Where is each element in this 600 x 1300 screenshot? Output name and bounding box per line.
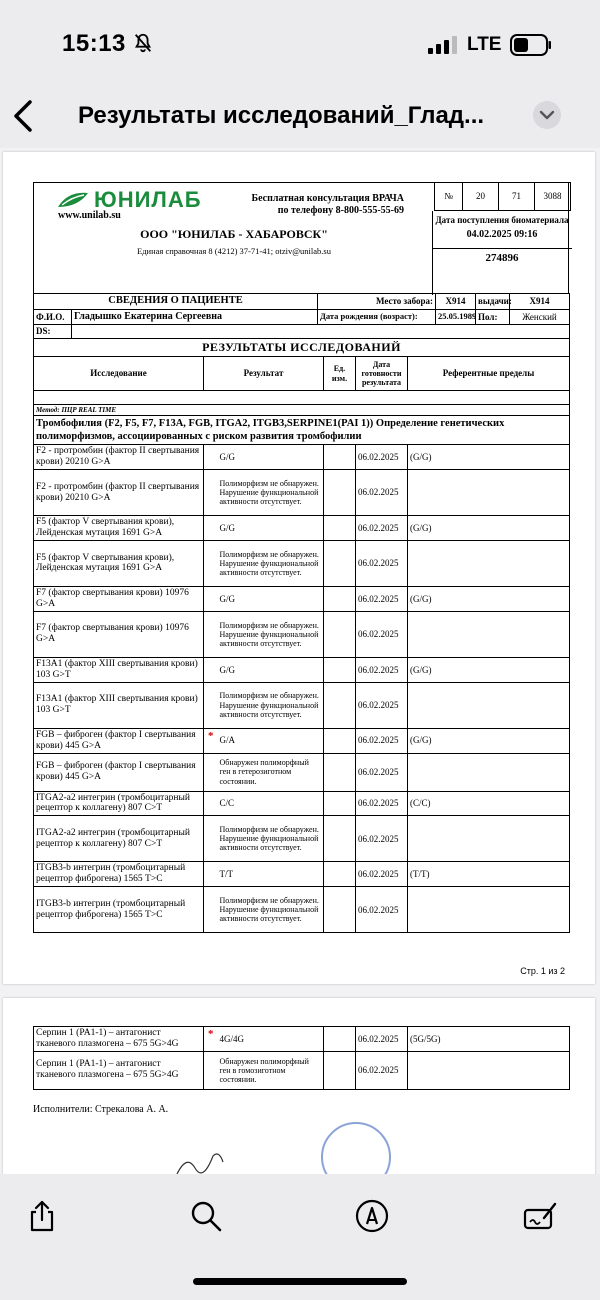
reference-range [408,682,570,728]
consult-line-2: по телефону 8-800-555-55-69 [277,205,404,216]
unit-value [324,791,356,816]
unit-value [324,862,356,887]
reference-range: (G/G) [408,516,570,541]
unit-value [324,516,356,541]
result-value: Обнаружен полиморфный ген в гомозиготном состоянии. [218,1051,324,1089]
table-row [34,657,570,682]
test-name: F7 (фактор свертывания крови) 10976 G>A [34,611,204,657]
test-name: ITGA2-a2 интегрин (тромбоцитарный рецептор к коллагену) 807 C>T [34,791,204,816]
ds-label: DS: [34,325,72,339]
results-table [33,338,570,933]
test-name: ITGB3-b интегрин (тромбоцитарный рецептор фиброгена) 1565 T>C [34,887,204,933]
signal-icon [428,36,458,54]
ready-date: 06.02.2025 [356,611,408,657]
result-value: G/G [218,445,324,470]
fio-value: Гладышко Екатерина Сергеевна [72,310,318,325]
results-rows-page-2 [34,1027,570,1090]
unit-value [324,586,356,611]
results-table-page-2 [33,1026,570,1090]
method-label: Метод: ПЦР REAL TIME [34,405,570,416]
ds-value [72,325,570,339]
table-row [34,816,570,862]
abnormal-flag [204,753,218,791]
unit-value [324,753,356,791]
unit-value [324,1051,356,1089]
reference-range [408,816,570,862]
reference-range [408,611,570,657]
logo-leaf-icon [56,191,90,209]
result-value: Обнаружен полиморфный ген в гетерозиготном состоянии. [218,753,324,791]
result-value: G/A [218,728,324,753]
dob-label: Дата рождения (возраст): [318,310,436,325]
page-number: Стр. 1 из 2 [520,966,565,976]
abnormal-flag [204,887,218,933]
result-value: 4G/4G [218,1027,324,1052]
table-row [34,791,570,816]
abnormal-flag [204,791,218,816]
table-row [34,682,570,728]
reference-range: (G/G) [408,657,570,682]
consult-line-1: Бесплатная консультация ВРАЧА [251,193,404,204]
col-test: Исследование [34,357,204,391]
table-row [34,516,570,541]
reference-range [408,1051,570,1089]
reference-range [408,470,570,516]
abnormal-flag [204,1051,218,1089]
test-name: F7 (фактор свертывания крови) 10976 G>A [34,586,204,611]
reference-range: (G/G) [408,586,570,611]
result-value: Полиморфизм не обнаружен. Нарушение функциональной активности отсутствует. [218,887,324,933]
ready-date: 06.02.2025 [356,887,408,933]
ready-date: 06.02.2025 [356,753,408,791]
logo-text: ЮНИЛАБ [94,187,202,212]
reference-range [408,887,570,933]
arrival-label: Дата поступления биоматериала [435,215,569,225]
unit-value [324,682,356,728]
result-value: T/T [218,862,324,887]
result-value: Полиморфизм не обнаружен. Нарушение функциональной активности отсутствует. [218,682,324,728]
home-indicator [193,1278,407,1285]
document-page-2 [3,998,595,1178]
unit-value [324,470,356,516]
unit-value [324,728,356,753]
table-row [34,470,570,516]
test-name: F5 (фактор V свертывания крови), Лейденская мутация 1691 G>A [34,540,204,586]
unit-value [324,657,356,682]
test-name: F2 - протромбин (фактор II свертывания крови) 20210 G>A [34,470,204,516]
reference-range [408,540,570,586]
ready-date: 06.02.2025 [356,470,408,516]
ready-date: 06.02.2025 [356,1027,408,1052]
ready-date: 06.02.2025 [356,586,408,611]
signature-icon[interactable] [522,1198,558,1234]
abnormal-flag [204,657,218,682]
results-title: РЕЗУЛЬТАТЫ ИССЛЕДОВАНИЙ [34,339,570,357]
unit-value [324,445,356,470]
patient-section-title: СВЕДЕНИЯ О ПАЦИЕНТЕ [34,294,318,310]
network-type: LTE [467,34,502,55]
table-row [34,1027,570,1052]
test-name: ITGB3-b интегрин (тромбоцитарный рецептор фиброгена) 1565 T>C [34,862,204,887]
ready-date: 06.02.2025 [356,728,408,753]
document-title: Результаты исследований_Глад... [78,102,485,129]
test-name: F2 - протромбин (фактор II свертывания крови) 20210 G>A [34,445,204,470]
share-icon[interactable] [24,1198,60,1234]
test-name: F13A1 (фактор XIII свертывания крови) 103 G>T [34,682,204,728]
table-row [34,887,570,933]
results-header-row [34,357,570,391]
lab-url: www.unilab.su [58,210,121,221]
lab-stamp [321,1122,391,1178]
result-value: G/G [218,516,324,541]
test-name: ITGA2-a2 интегрин (тромбоцитарный рецептор к коллагену) 807 C>T [34,816,204,862]
result-value: Полиморфизм не обнаружен. Нарушение функциональной активности отсутствует. [218,816,324,862]
num-part-2: 71 [499,183,535,211]
test-name: Серпин 1 (PA1-1) – антагонист тканевого плазмогена – 675 5G>4G [34,1027,204,1052]
col-ref: Референтные пределы [408,357,570,391]
result-value: Полиморфизм не обнаружен. Нарушение функциональной активности отсутствует. [218,611,324,657]
place-label: Место забора: [318,294,436,310]
num-part-1: 20 [463,183,499,211]
abnormal-flag [204,470,218,516]
test-name: Серпин 1 (PA1-1) – антагонист тканевого плазмогена – 675 5G>4G [34,1051,204,1089]
abnormal-flag: * [204,1027,218,1052]
reference-range: (T/T) [408,862,570,887]
abnormal-flag [204,862,218,887]
ready-date: 06.02.2025 [356,682,408,728]
table-row [34,611,570,657]
order-number-box [434,182,571,211]
abnormal-flag [204,586,218,611]
dob-value: 25.05.1989 [436,310,476,325]
ready-date: 06.02.2025 [356,516,408,541]
col-unit: Ед. изм. [324,357,356,391]
abnormal-flag [204,516,218,541]
issue-value: X914 [510,294,570,310]
patient-id: 274896 [432,248,572,264]
result-value: G/G [218,657,324,682]
document-page-1 [3,152,595,984]
abnormal-flag: * [204,728,218,753]
result-value: C/C [218,791,324,816]
reference-range: (G/G) [408,445,570,470]
col-result: Результат [204,357,324,391]
status-time: 15:13 [62,30,126,57]
test-name: FGB – фиброген (фактор I свертывания крови) 445 G>A [34,753,204,791]
org-name: ООО "ЮНИЛАБ - ХАБАРОВСК" [140,227,328,241]
unit-value [324,816,356,862]
search-icon[interactable] [188,1198,224,1234]
reference-range: (C/C) [408,791,570,816]
unit-value [324,1027,356,1052]
consult-info [234,193,404,217]
fio-label: Ф.И.О. [34,310,72,325]
table-row [34,1051,570,1089]
battery-icon [510,34,552,56]
table-row [34,586,570,611]
result-value: Полиморфизм не обнаружен. Нарушение функциональной активности отсутствует. [218,470,324,516]
result-value: G/G [218,586,324,611]
results-rows [34,445,570,933]
test-name: F5 (фактор V свертывания крови), Лейденская мутация 1691 G>A [34,516,204,541]
bell-slash-icon [132,32,154,54]
table-row [34,862,570,887]
back-chevron-icon[interactable] [10,96,40,136]
abnormal-flag [204,540,218,586]
result-value: Полиморфизм не обнаружен. Нарушение функциональной активности отсутствует. [218,540,324,586]
reference-range [408,753,570,791]
ready-date: 06.02.2025 [356,1051,408,1089]
group-title: Тромбофилия (F2, F5, F7, F13A, FGB, ITGA2, ITGB3,SERPINE1(PAI 1)) Определение генетических полиморфизмов, ассоциированных с риском развития тромбофилии [34,416,570,445]
issue-label: выдачи: [476,294,510,310]
markup-icon[interactable] [354,1198,390,1234]
abnormal-flag [204,816,218,862]
num-part-3: 3088 [535,183,571,211]
org-contacts: Единая справочная 8 (4212) 37-71-41; otziv@unilab.su [137,246,331,256]
col-date: Дата готовности результата [356,357,408,391]
test-name: FGB – фиброген (фактор I свертывания крови) 445 G>A [34,728,204,753]
ready-date: 06.02.2025 [356,657,408,682]
test-name: F13A1 (фактор XIII свертывания крови) 103 G>T [34,657,204,682]
table-row [34,753,570,791]
arrival-date: 04.02.2025 09:16 [466,229,538,240]
sex-label: Пол: [476,310,510,325]
table-row [34,445,570,470]
nav-bar [0,88,600,148]
lab-header [33,182,569,294]
ready-date: 06.02.2025 [356,445,408,470]
table-row [34,540,570,586]
ready-date: 06.02.2025 [356,862,408,887]
unit-value [324,611,356,657]
abnormal-flag [204,445,218,470]
abnormal-flag [204,611,218,657]
executors: Исполнители: Стрекалова А. А. [33,1103,169,1115]
status-bar [0,0,600,88]
reference-range: (5G/5G) [408,1027,570,1052]
num-label: № [435,183,463,211]
reference-range: (G/G) [408,728,570,753]
patient-info-table [33,293,570,339]
ready-date: 06.02.2025 [356,791,408,816]
ready-date: 06.02.2025 [356,816,408,862]
sex-value: Женский [510,310,570,325]
ready-date: 06.02.2025 [356,540,408,586]
abnormal-flag [204,682,218,728]
unit-value [324,887,356,933]
chevron-down-icon[interactable] [533,101,561,129]
table-row [34,728,570,753]
unit-value [324,540,356,586]
place-value: X914 [436,294,476,310]
